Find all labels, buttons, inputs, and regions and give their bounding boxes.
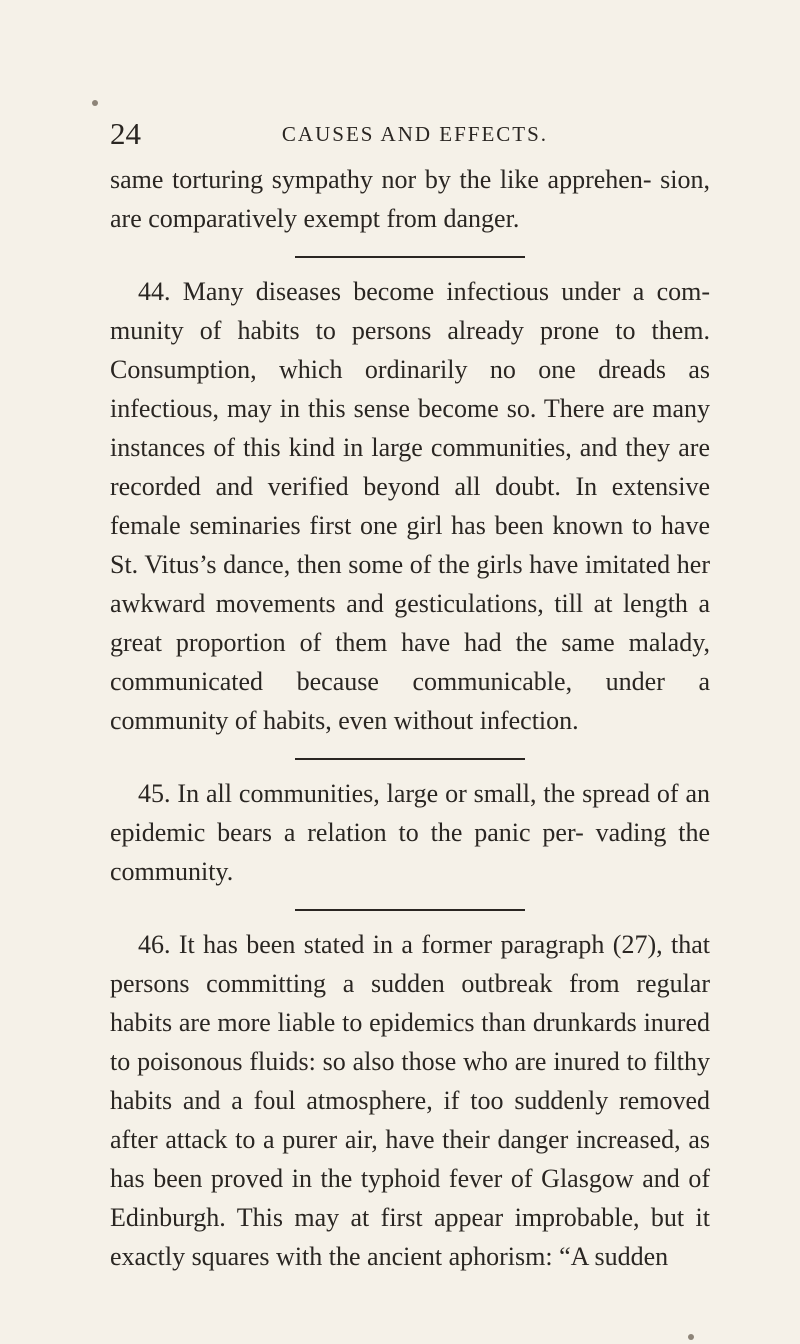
section-divider (295, 909, 525, 911)
page-body (110, 160, 710, 1276)
paragraph-45: 45. In all communities, large or small, the spread of an epidemic bears a relation to the panic per- vading the community. (110, 779, 710, 886)
paragraph-44: 44. Many diseases become infectious under a com- munity of habits to persons already prone to them. Consumption, which ordinarily no one dreads as infectious, may in this sense become so. There are many instances of this kind in large communities, and they are recorded and verified beyond all doubt. In extensive female seminaries first one girl has been known to have St. Vitus’s dance, then some of the girls have imitated her awkward movements and gesticulations, till at length a great proportion of them have had the same malady, communicated because communicable, under a community of habits, even without infection. (110, 277, 710, 735)
paragraph-continued: same torturing sympathy nor by the like apprehen- sion, are comparatively exempt from danger. (110, 165, 710, 233)
paragraph-46: 46. It has been stated in a former paragraph (27), that persons committing a sudden outbreak from regular habits are more liable to epidemics than drunkards inured to poisonous fluids: so also those who are inured to filthy habits and a foul atmosphere, if too suddenly removed after attack to a purer air, have their danger increased, as has been proved in the typhoid fever of Glasgow and of Edinburgh. This may at first appear improbable, but it exactly squares with the ancient aphorism: “A sudden (110, 930, 710, 1271)
paper-speck (688, 1334, 694, 1340)
paper-speck (92, 100, 98, 106)
section-divider (295, 758, 525, 760)
running-title: CAUSES AND EFFECTS. (281, 122, 549, 146)
page-number: 24 (110, 116, 141, 151)
section-divider (295, 256, 525, 258)
